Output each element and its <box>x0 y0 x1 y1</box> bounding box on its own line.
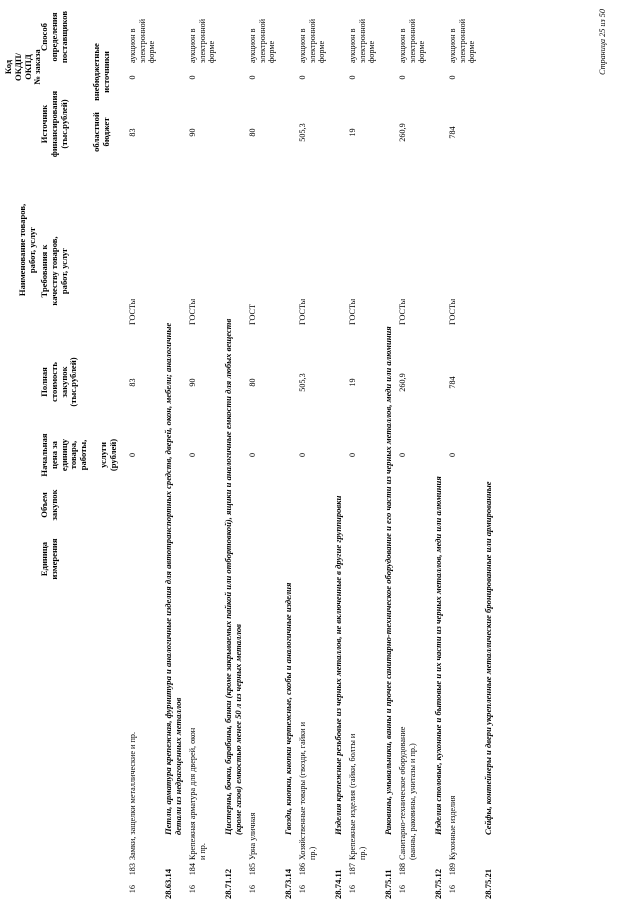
start-price: 0 <box>188 452 197 458</box>
section-code: 28.75.12 <box>433 868 443 899</box>
start-price: 0 <box>448 452 457 458</box>
quality-requirements: ГОСТы <box>298 298 307 325</box>
extra-budget: 0 <box>348 75 357 80</box>
row-num: 16 <box>348 885 357 894</box>
procurement-method: аукцион в электронной форме <box>448 18 477 63</box>
header-volume: Объем закупок <box>39 489 59 521</box>
row-num: 16 <box>188 885 197 894</box>
quality-requirements: ГОСТы <box>128 298 137 325</box>
quality-requirements: ГОСТы <box>448 298 457 325</box>
regional-budget: 90 <box>188 128 197 137</box>
section-title: Цистерны, бочки, барабаны, банки (кроме закрываемых пайкой или отбортовкой), ящики и аналогичные емкости для любых веществ (кроме газов) емкостью менее 50 л из черных металлов <box>223 318 243 835</box>
item-name: Урна уличная <box>248 812 257 860</box>
extra-budget: 0 <box>248 75 257 80</box>
order-number: 184 <box>188 863 197 876</box>
total-cost: 83 <box>128 378 137 387</box>
extra-budget: 0 <box>188 75 197 80</box>
quality-requirements: ГОСТ <box>248 303 257 325</box>
order-number: 186 <box>298 863 307 876</box>
procurement-method: аукцион в электронной форме <box>128 18 157 63</box>
regional-budget: 80 <box>248 128 257 137</box>
extra-budget: 0 <box>128 75 137 80</box>
quality-requirements: ГОСТы <box>188 298 197 325</box>
header-code: Код ОКДП/ ОКПД № заказа <box>3 49 43 85</box>
header-source: Источник финансирования (тыс.рублей) <box>39 90 69 158</box>
item-name: Кухонные изделия <box>448 795 457 860</box>
header-source-regional: областной бюджет <box>91 112 111 152</box>
order-number: 183 <box>128 863 137 876</box>
section-title: Изделия столовые, кухонные и бытовые и их части из черных металлов, меди или алюминия <box>433 476 443 835</box>
header-method: Способ определения поставщиков <box>39 10 69 64</box>
total-cost: 260,9 <box>398 373 407 392</box>
section-code: 28.73.14 <box>283 868 293 899</box>
item-name: Санитарно-техническое оборудование (ванны, раковины, унитазы и пр.) <box>398 726 417 860</box>
procurement-method: аукцион в электронной форме <box>188 18 217 63</box>
total-cost: 505,3 <box>298 373 307 392</box>
start-price: 0 <box>298 452 307 458</box>
header-name: Наименование товаров, работ, услуг <box>17 203 37 297</box>
section-title: Гвозди, кнопки, кнопки чертежные, скобы и аналогичные изделия <box>283 582 293 835</box>
procurement-method: аукцион в электронной форме <box>248 18 277 63</box>
section-title: Сейфы, контейнеры и двери укрепленные металлические бронированные или армированные <box>483 481 493 835</box>
header-full-cost: Полная стоимость закупок (тыс.рублей) <box>39 357 79 407</box>
header-unit: Единица измерения <box>39 538 59 580</box>
order-number: 185 <box>248 863 257 876</box>
order-number: 189 <box>448 863 457 876</box>
quality-requirements: ГОСТы <box>348 298 357 325</box>
start-price: 0 <box>348 452 357 458</box>
extra-budget: 0 <box>298 75 307 80</box>
procurement-method: аукцион в электронной форме <box>348 18 377 63</box>
start-price: 0 <box>398 452 407 458</box>
section-title: Раковины, умывальники, ванны и прочее санитарно-техническое оборудование и его части из черных металлов, меди или алюминия <box>383 326 393 835</box>
regional-budget: 260,9 <box>398 123 407 142</box>
total-cost: 19 <box>348 378 357 387</box>
row-num: 16 <box>448 885 457 894</box>
section-title: Петли, арматура крепежная, фурнитура и аналогичные изделия для автотранспортных средств, дверей, окон, мебели; аналогичные детали из недрагоценных металлов <box>163 322 183 835</box>
section-code: 28.63.14 <box>163 868 173 899</box>
start-price: 0 <box>128 452 137 458</box>
item-name: Замки, защелки металлические и пр. <box>128 731 137 860</box>
row-num: 16 <box>128 885 137 894</box>
quality-requirements: ГОСТы <box>398 298 407 325</box>
extra-budget: 0 <box>448 75 457 80</box>
regional-budget: 83 <box>128 128 137 137</box>
order-number: 187 <box>348 863 357 876</box>
row-num: 16 <box>398 885 407 894</box>
header-start-price: Начальная цена за единицу товара, работы, услуги (рублей) <box>39 433 118 477</box>
regional-budget: 19 <box>348 128 357 137</box>
procurement-method: аукцион в электронной форме <box>398 18 427 63</box>
section-code: 28.75.11 <box>383 869 393 899</box>
section-code: 28.75.21 <box>483 868 493 899</box>
procurement-method: аукцион в электронной форме <box>298 18 327 63</box>
header-source-extra: внебюджетные источники <box>91 43 111 101</box>
extra-budget: 0 <box>398 75 407 80</box>
item-name: Крепежная арматура для дверей, окон и пр. <box>188 727 207 860</box>
row-num: 16 <box>298 885 307 894</box>
section-code: 28.71.12 <box>223 868 233 899</box>
header-requirements: Требования к качеству товаров, работ, услуг <box>39 236 69 306</box>
page-number: Страница 25 из 50 <box>598 9 607 75</box>
total-cost: 90 <box>188 378 197 387</box>
start-price: 0 <box>248 452 257 458</box>
regional-budget: 784 <box>448 126 457 139</box>
row-num: 16 <box>248 885 257 894</box>
section-code: 28.74.11 <box>333 869 343 899</box>
total-cost: 80 <box>248 378 257 387</box>
regional-budget: 505,3 <box>298 123 307 142</box>
item-name: Хозяйственные товары (гвозди, гайки и пр.) <box>298 722 317 860</box>
section-title: Изделия крепежные резьбовые из черных металлов, не включенные в другие группировки <box>333 495 343 835</box>
total-cost: 784 <box>448 376 457 389</box>
order-number: 188 <box>398 863 407 876</box>
item-name: Крепежные изделия (гайки, болты и пр.) <box>348 733 367 860</box>
